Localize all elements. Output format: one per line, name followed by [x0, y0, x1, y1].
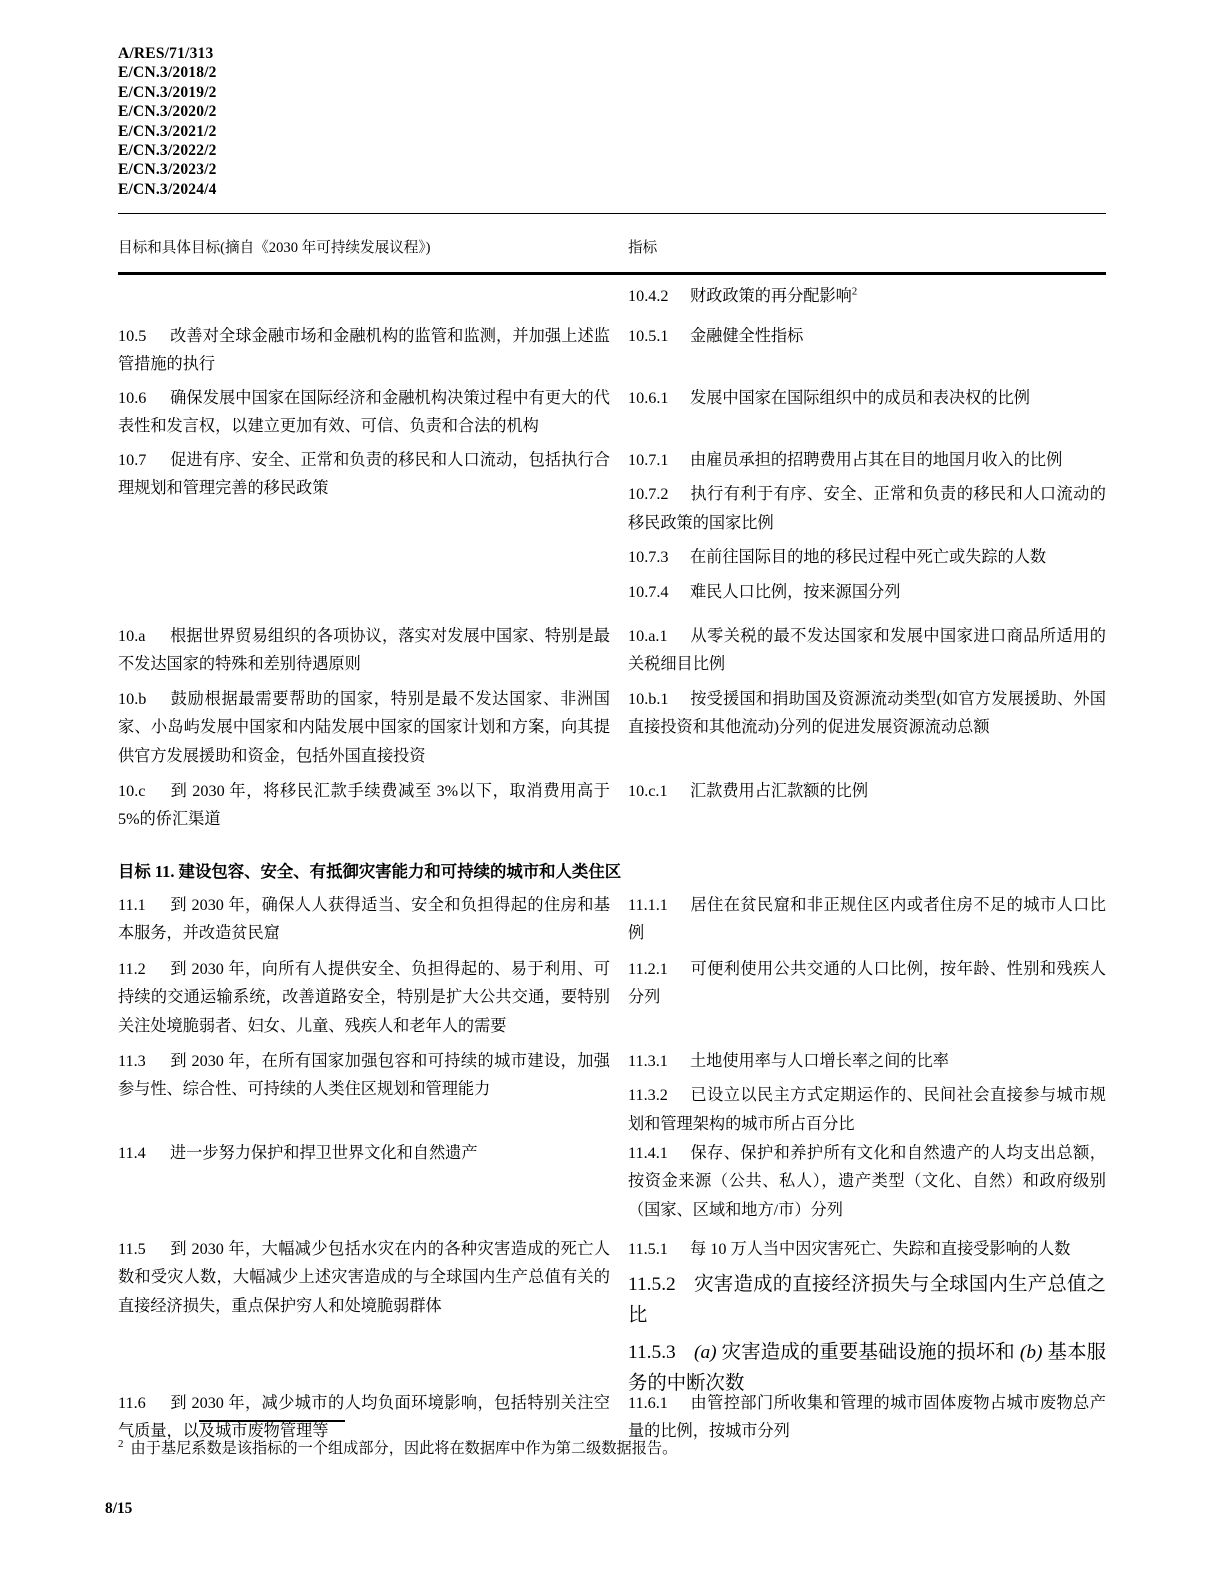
indicator-entry: [628, 1081, 1106, 1138]
target-number: 10.a: [118, 627, 146, 645]
indicator-text: 已设立以民主方式定期运作的、民间社会直接参与城市规划和管理架构的城市所占百分比: [628, 1086, 1106, 1133]
target-number: 10.7: [118, 451, 147, 469]
indicator-entry: [628, 322, 1106, 350]
indicator-cell: [628, 777, 1106, 811]
target-cell: [118, 955, 610, 1046]
target-cell: [118, 446, 610, 509]
indicator-number: 10.7.4: [628, 582, 669, 601]
table-row: [0, 282, 1224, 322]
goal-11-heading: 目标 11. 建设包容、安全、有抵御灾害能力和可持续的城市和人类住区: [118, 862, 622, 881]
target-entry: [118, 322, 610, 379]
doc-symbol: E/CN.3/2021/2: [118, 122, 217, 140]
indicator-entry: [628, 1047, 1106, 1075]
indicator-text: 可便利使用公共交通的人口比例，按年龄、性别和残疾人分列: [628, 960, 1106, 1007]
indicator-number: 10.6.1: [628, 389, 669, 407]
table-row: [0, 891, 1224, 955]
indicator-entry: [628, 1269, 1106, 1331]
table-header-rule: [118, 272, 1106, 275]
indicator-cell: [628, 384, 1106, 418]
doc-symbol: A/RES/71/313: [118, 45, 214, 62]
target-cell: [118, 777, 610, 840]
doc-symbol: E/CN.3/2022/2: [118, 142, 217, 160]
indicator-entry: [628, 446, 1106, 474]
target-cell: [118, 891, 610, 954]
table-row: [0, 384, 1224, 446]
indicator-text-tail: 基本服务的中断次数: [628, 1342, 1107, 1395]
target-cell: [118, 1139, 610, 1173]
doc-symbol: E/CN.3/2019/2: [118, 83, 217, 101]
footnote-marker: 2: [851, 285, 858, 298]
indicator-cell: [628, 891, 1106, 954]
indicator-text: 每 10 万人当中因灾害死亡、失踪和直接受影响的人数: [690, 1240, 1071, 1258]
target-text: 到 2030 年，减少城市的人均负面环境影响，包括特别关注空气质量，以及城市废物管理等: [118, 1394, 610, 1441]
target-text: 改善对全球金融市场和金融机构的监管和监测，并加强上述监管措施的执行: [118, 327, 610, 374]
target-cell: [118, 322, 610, 385]
target-number: 11.1: [118, 896, 146, 914]
indicator-cell: [628, 322, 1106, 356]
column-header-targets: 目标和具体目标(摘自《2030 年可持续发展议程》): [118, 240, 431, 256]
indicator-number: 11.5.3: [628, 1342, 676, 1364]
target-cell: [118, 622, 610, 685]
target-text: 鼓励根据最需要帮助的国家，特别是最不发达国家、非洲国家、小岛屿发展中国家和内陆发展中国家的国家计划和方案，向其提供官方发展援助和资金，包括外国直接投资: [118, 690, 610, 765]
indicator-number: 10.4.2: [628, 287, 669, 305]
target-cell: [118, 685, 610, 776]
indicator-cell: [628, 685, 1106, 748]
indicator-text: 执行有利于有序、安全、正常和负责的移民和人口流动的移民政策的国家比例: [628, 485, 1106, 532]
doc-symbol: E/CN.3/2024/4: [118, 180, 217, 198]
table-row: [0, 777, 1224, 851]
column-header-indicators: 指标: [628, 240, 658, 256]
target-cell: [118, 1047, 610, 1110]
indicator-cell: [628, 622, 1106, 685]
footnote-number: 2: [118, 1438, 124, 1450]
target-text: 到 2030 年，将移民汇款手续费减至 3%以下，取消费用高于 5%的侨汇渠道: [118, 782, 610, 829]
target-cell: [118, 1235, 610, 1326]
indicator-cell: [628, 1235, 1106, 1405]
indicator-text: 在前往国际目的地的移民过程中死亡或失踪的人数: [690, 548, 1047, 567]
target-entry: [118, 446, 610, 503]
indicator-entry: [628, 1139, 1106, 1224]
indicator-text: 难民人口比例，按来源国分列: [690, 582, 901, 601]
target-number: 10.5: [118, 327, 147, 345]
goal-heading-row: [0, 851, 1224, 891]
indicator-number: 10.c.1: [628, 782, 668, 800]
table-row: [0, 446, 1224, 622]
indicator-text: 汇款费用占汇款额的比例: [690, 782, 869, 800]
target-entry: [118, 891, 610, 948]
indicator-number: 11.3.2: [628, 1086, 668, 1105]
doc-symbol: E/CN.3/2018/2: [118, 64, 217, 82]
indicator-number: 10.5.1: [628, 327, 669, 345]
indicator-entry: [628, 282, 1106, 310]
target-text: 到 2030 年，大幅减少包括水灾在内的各种灾害造成的死亡人数和受灾人数，大幅减少上述灾害造成的与全球国内生产总值有关的直接经济损失，重点保护穷人和处境脆弱群体: [118, 1240, 610, 1315]
target-entry: [118, 622, 610, 679]
target-entry: [118, 384, 610, 441]
indicator-text: 由管控部门所收集和管理的城市固体废物占城市废物总产量的比例，按城市分列: [628, 1394, 1106, 1441]
indicator-text: 财政政策的再分配影响: [690, 287, 852, 305]
table-row: [0, 955, 1224, 1047]
doc-symbol: E/CN.3/2023/2: [118, 161, 217, 179]
indicator-cell: [628, 955, 1106, 1018]
indicator-text: 从零关税的最不发达国家和发展中国家进口商品所适用的关税细目比例: [628, 627, 1106, 674]
footnote-text: 由于基尼系数是该指标的一个组成部分，因此将在数据库中作为第二级数据报告。: [130, 1440, 678, 1458]
indicator-number: 11.5.2: [628, 1274, 676, 1296]
doc-symbol: E/CN.3/2020/2: [118, 103, 217, 121]
indicator-number: 10.a.1: [628, 627, 668, 645]
indicator-text: 按受援国和捐助国及资源流动类型(如官方发展援助、外国直接投资和其他流动)分列的促进发展资源流动总额: [628, 690, 1106, 737]
footnote: [118, 1432, 1106, 1461]
table-row: [0, 322, 1224, 384]
target-number: 11.5: [118, 1240, 146, 1258]
indicator-text: 灾害造成的直接经济损失与全球国内生产总值之比: [628, 1274, 1106, 1327]
indicator-number: 10.7.2: [628, 485, 669, 504]
indicator-entry: [628, 891, 1106, 948]
target-text: 到 2030 年，在所有国家加强包容和可持续的城市建设，加强参与性、综合性、可持续的人类住区规划和管理能力: [118, 1052, 610, 1099]
target-entry: [118, 777, 610, 834]
target-number: 10.6: [118, 389, 147, 407]
indicator-entry: [628, 543, 1106, 571]
table-row: [0, 1047, 1224, 1139]
indicator-number: 11.3.1: [628, 1052, 668, 1070]
target-number: 11.4: [118, 1144, 146, 1162]
indicator-number: 10.7.1: [628, 451, 669, 469]
indicator-cell: [628, 1047, 1106, 1144]
indicator-number: 11.6.1: [628, 1394, 668, 1412]
indicator-cell: [628, 282, 1106, 316]
indicator-entry: [628, 1235, 1106, 1263]
indicator-table: [0, 282, 1224, 1459]
table-row: [0, 622, 1224, 685]
target-number: 11.2: [118, 960, 146, 978]
target-number: 11.6: [118, 1394, 146, 1412]
table-row: [0, 1235, 1224, 1395]
target-text: 进一步努力保护和捍卫世界文化和自然遗产: [170, 1144, 478, 1162]
target-entry: [118, 685, 610, 770]
indicator-number: 11.5.1: [628, 1240, 668, 1258]
indicator-cell: [628, 446, 1106, 612]
indicator-entry: [628, 685, 1106, 742]
label-a: (a): [694, 1342, 717, 1364]
target-number: 11.3: [118, 1052, 146, 1070]
indicator-entry: [628, 384, 1106, 412]
target-text: 促进有序、安全、正常和负责的移民和人口流动，包括执行合理规划和管理完善的移民政策: [118, 451, 610, 498]
table-row: [0, 685, 1224, 777]
target-text: 到 2030 年，确保人人获得适当、安全和负担得起的住房和基本服务，并改造贫民窟: [118, 896, 610, 943]
indicator-entry: [628, 622, 1106, 679]
indicator-number: 10.b.1: [628, 690, 669, 708]
indicator-text: 土地使用率与人口增长率之间的比率: [690, 1052, 949, 1070]
indicator-text: 发展中国家在国际组织中的成员和表决权的比例: [690, 389, 1030, 407]
target-number: 10.c: [118, 782, 146, 800]
indicator-entry: [628, 578, 1106, 606]
table-row: [0, 1139, 1224, 1235]
indicator-cell: [628, 1139, 1106, 1230]
indicator-number: 10.7.3: [628, 548, 669, 567]
table-top-rule: [118, 213, 1106, 214]
indicator-number: 11.4.1: [628, 1144, 668, 1162]
target-entry: [118, 1047, 610, 1104]
document-symbols: [118, 44, 217, 199]
target-text: 根据世界贸易组织的各项协议，落实对发展中国家、特别是最不发达国家的特殊和差别待遇原则: [118, 627, 610, 674]
goal-heading-cell: [118, 859, 1106, 885]
footnote-separator: [199, 1420, 345, 1422]
indicator-text: 金融健全性指标: [690, 327, 804, 345]
indicator-entry: [628, 480, 1106, 537]
target-entry: [118, 1235, 610, 1320]
indicator-text: 由雇员承担的招聘费用占其在目的地国月收入的比例: [690, 451, 1063, 469]
target-entry: [118, 955, 610, 1040]
indicator-entry: [628, 777, 1106, 805]
indicator-entry: [628, 955, 1106, 1012]
target-number: 10.b: [118, 690, 147, 708]
indicator-number: 11.2.1: [628, 960, 668, 978]
target-cell: [118, 384, 610, 447]
label-b: (b): [1019, 1342, 1043, 1364]
indicator-text: 灾害造成的重要基础设施的损坏和: [721, 1342, 1015, 1364]
indicator-text: 居住在贫民窟和非正规住区内或者住房不足的城市人口比例: [628, 896, 1106, 943]
target-entry: [118, 1139, 610, 1167]
page-number: 8/15: [105, 1500, 133, 1517]
target-text: 确保发展中国家在国际经济和金融机构决策过程中有更大的代表性和发言权，以建立更加有效、可信、负责和合法的机构: [118, 389, 610, 436]
target-text: 到 2030 年，向所有人提供安全、负担得起的、易于利用、可持续的交通运输系统，改善道路安全，特别是扩大公共交通，要特别关注处境脆弱者、妇女、儿童、残疾人和老年人的需要: [118, 960, 610, 1035]
indicator-text: 保存、保护和养护所有文化和自然遗产的人均支出总额，按资金来源（公共、私人），遗产类型（文化、自然）和政府级别（国家、区域和地方/市）分列: [628, 1144, 1106, 1219]
indicator-number: 11.1.1: [628, 896, 668, 914]
